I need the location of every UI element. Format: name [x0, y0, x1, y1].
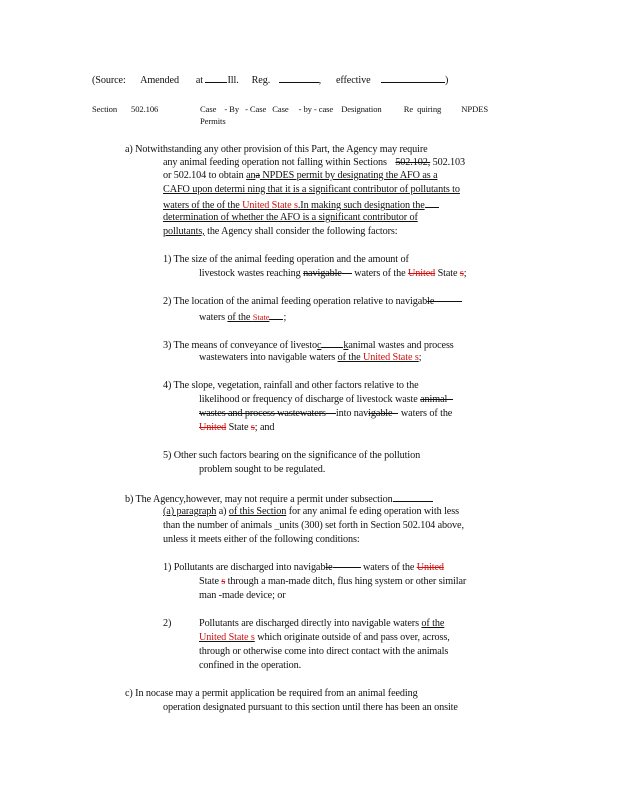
item-4-text-4b: ; and — [254, 422, 275, 433]
item-b2-text-4: confined in the operation. — [199, 660, 302, 671]
title-part-10: NPDES — [461, 104, 489, 114]
source-line — [92, 72, 448, 87]
inserted-of-the: of the — [227, 312, 253, 323]
para-a-text-3a: or 502.104 to obtain — [163, 170, 247, 181]
source-open: (Source: — [92, 75, 126, 86]
title-part-7: Designation — [341, 104, 382, 114]
item-b1-line-3 — [199, 590, 286, 602]
para-a-text-5a: waters of the of the — [163, 200, 243, 211]
title-part-8: Re — [403, 104, 414, 114]
item-1-line-2 — [199, 268, 467, 280]
inserted-united-states: United State s — [362, 352, 419, 363]
para-b-text-1: b) The Agency,however, may not require a permit under subsection — [125, 494, 393, 505]
item-3-text-1d: animal wastes and process — [348, 340, 454, 351]
para-a-text-5b: .In making such designation the — [297, 200, 425, 211]
source-comma: , — [318, 75, 322, 86]
item-2-line-1 — [163, 296, 462, 308]
para-a-text-2b: 502.103 — [430, 157, 466, 168]
inserted-of-this-section: of this Section — [228, 506, 287, 517]
para-b-text-3: than the number of animals _units (300) set forth in Section 502.104 above, — [163, 520, 464, 531]
source-reg: Reg. — [251, 75, 271, 86]
para-a-text-3b: NPDES permit by designating the AFO as a — [259, 170, 438, 181]
item-1-text-2c: State — [435, 268, 460, 279]
item-5-line-1 — [163, 450, 420, 462]
item-b2-line-1 — [199, 618, 444, 630]
strike-dash — [333, 567, 361, 568]
title-part-11: Permits — [200, 116, 226, 126]
inserted-of-the: of the — [337, 352, 363, 363]
item-4-line-3 — [199, 408, 452, 420]
item-b2-number — [163, 618, 171, 630]
inserted-an: an — [246, 170, 256, 181]
para-c-text-2: operation designated pursuant to this section until there has been an onsite — [163, 702, 458, 713]
title-part-2: - By — [224, 104, 240, 114]
inserted-united-states: United State s — [242, 200, 298, 211]
para-a-line-1 — [125, 144, 428, 156]
para-c-line-2 — [163, 702, 458, 714]
underline-gap — [425, 198, 439, 208]
strike-dash — [434, 301, 462, 302]
item-4-text-1: 4) The slope, vegetation, rainfall and other factors relative to the — [163, 380, 419, 391]
para-b-text-2a: a) — [216, 506, 229, 517]
deleted-section-ref: 502.102, — [395, 157, 431, 168]
item-3-text-2b: ; — [418, 352, 422, 363]
item-3-text-1c: k — [343, 340, 349, 351]
item-2-text-2b: ; — [283, 312, 287, 323]
item-4-line-4 — [199, 422, 274, 434]
para-a-line-5 — [163, 198, 439, 212]
para-a-line-2 — [163, 157, 465, 169]
title-part-9: quiring — [417, 104, 442, 114]
deleted-le: le — [325, 562, 333, 573]
deleted-le: le — [427, 296, 435, 307]
section-heading — [92, 103, 117, 115]
para-a-line-3 — [163, 170, 438, 182]
underline-gap — [269, 310, 283, 320]
para-a-line-6 — [163, 212, 418, 224]
section-title — [200, 103, 488, 115]
item-b1-text-1b: waters of the — [360, 562, 417, 573]
para-a-text-6: determination of whether the AFO is a significant contributor of — [163, 212, 418, 223]
para-b-text-4: unless it meets either of the following conditions: — [163, 534, 360, 545]
item-1-text-1: 1) The size of the animal feeding operation and the amount of — [163, 254, 409, 265]
title-part-3: - Case — [245, 104, 267, 114]
para-a-text-2a: any animal feeding operation not falling within Sections — [163, 157, 387, 168]
deleted-igable: igable — [368, 408, 393, 419]
deleted-wastes-process: wastes and process wastewaters — [199, 408, 326, 419]
deleted-united: United — [416, 562, 444, 573]
strike-dash — [447, 399, 453, 400]
item-5-text-1: 5) Other such factors bearing on the significance of the pollution — [163, 450, 421, 461]
title-part-4: Case — [272, 104, 289, 114]
para-b-line-3 — [163, 520, 464, 532]
item-3-line-1 — [163, 338, 454, 352]
item-3-text-2a: wastewaters into navigable waters — [199, 352, 338, 363]
underline-gap — [321, 338, 343, 348]
title-part-5: - by — [298, 104, 312, 114]
underline-gap — [393, 492, 433, 502]
deleted-s: s — [250, 422, 255, 433]
section-title-line2 — [200, 115, 226, 127]
item-3-line-2 — [199, 352, 421, 364]
item-b2-line-4 — [199, 660, 301, 672]
para-c-line-1 — [125, 688, 418, 700]
section-word: Section — [92, 104, 118, 114]
deleted-s: s — [459, 268, 464, 279]
item-b1-line-1 — [163, 562, 444, 574]
source-effective: effective — [335, 75, 371, 86]
item-b2-text-1a: Pollutants are discharged directly into navigable waters — [199, 618, 422, 629]
item-4-line-2 — [199, 394, 453, 406]
para-a-text-7a: pollutants, — [163, 226, 205, 237]
section-number-text: 502.106 — [131, 104, 159, 114]
inserted-paragraph: (a) paragraph — [163, 506, 217, 517]
para-b-line-1 — [125, 492, 433, 506]
source-amended: Amended — [140, 75, 179, 86]
item-4-line-1 — [163, 380, 419, 392]
deleted-animal: animal — [420, 394, 448, 405]
item-b1-text-1a: 1) Pollutants are discharged into navigab — [163, 562, 326, 573]
para-a-line-4 — [163, 184, 460, 196]
source-close: ) — [444, 75, 449, 86]
source-ill: Ill. — [227, 75, 239, 86]
item-4-text-2a: likelihood or frequency of discharge of livestock waste — [199, 394, 421, 405]
strike-dash — [342, 273, 352, 274]
deleted-united: United — [407, 268, 436, 279]
register-volume-blank — [205, 72, 227, 83]
item-2-line-2 — [199, 310, 286, 324]
title-part-1: Case — [200, 104, 217, 114]
item-b2-line-2 — [199, 632, 450, 644]
item-3-text-1b: c — [316, 340, 322, 351]
item-b2-line-3 — [199, 646, 448, 658]
item-4-text-3b: into nav — [335, 408, 369, 419]
section-number — [131, 103, 158, 115]
item-3-text-1a: 3) The means of conveyance of livesto — [163, 340, 317, 351]
deleted-s: s — [221, 576, 226, 587]
item-b1-line-2 — [199, 576, 466, 588]
title-part-6: - case — [313, 104, 334, 114]
inserted-state: State — [252, 312, 270, 322]
para-a-line-7 — [163, 226, 398, 238]
item-2-text-2a: waters — [199, 312, 228, 323]
item-1-text-2d: ; — [463, 268, 467, 279]
para-b-line-4 — [163, 534, 360, 546]
strike-dash — [326, 413, 336, 414]
deleted-united: United — [199, 422, 227, 433]
para-b-line-2 — [163, 506, 459, 518]
item-5-line-2 — [199, 464, 325, 476]
inserted-united-states: United State s — [199, 632, 255, 643]
item-1-text-2a: livestock wastes reaching — [199, 268, 304, 279]
item-4-text-4a: State — [226, 422, 251, 433]
item-2-text-1: 2) The location of the animal feeding operation relative to navigab — [163, 296, 428, 307]
source-at: at — [195, 75, 204, 86]
effective-date-blank — [381, 72, 445, 83]
para-a-text-7b: the Agency shall consider the following factors: — [204, 226, 398, 237]
para-b-text-2b: for any animal fe eding operation with less — [286, 506, 459, 517]
para-a-text-1: a) Notwithstanding any other provision of this Part, the Agency may require — [125, 144, 428, 155]
item-b2-text-2b: which originate outside of and pass over, across, — [254, 632, 450, 643]
item-1-line-1 — [163, 254, 409, 266]
item-b2-num: 2) — [163, 618, 172, 629]
item-4-text-3c: waters of the — [398, 408, 453, 419]
para-a-text-4: CAFO upon determi ning that it is a significant contributor of pollutants to — [163, 184, 460, 195]
item-b1-text-2b: through a man-made ditch, flus hing system or other similar — [225, 576, 467, 587]
deleted-a: a — [255, 170, 260, 181]
item-b1-text-2a: State — [199, 576, 222, 587]
item-5-text-2: problem sought to be regulated. — [199, 464, 326, 475]
para-c-text-1: c) In nocase may a permit application be required from an animal feeding — [125, 688, 418, 699]
item-b2-text-3: through or otherwise come into direct contact with the animals — [199, 646, 449, 657]
item-1-text-2b: waters of the — [351, 268, 408, 279]
deleted-navigable: navigable — [303, 268, 342, 279]
register-page-blank — [279, 72, 319, 83]
inserted-of-the: of the — [421, 618, 445, 629]
item-b1-text-3: man -made device; or — [199, 590, 286, 601]
